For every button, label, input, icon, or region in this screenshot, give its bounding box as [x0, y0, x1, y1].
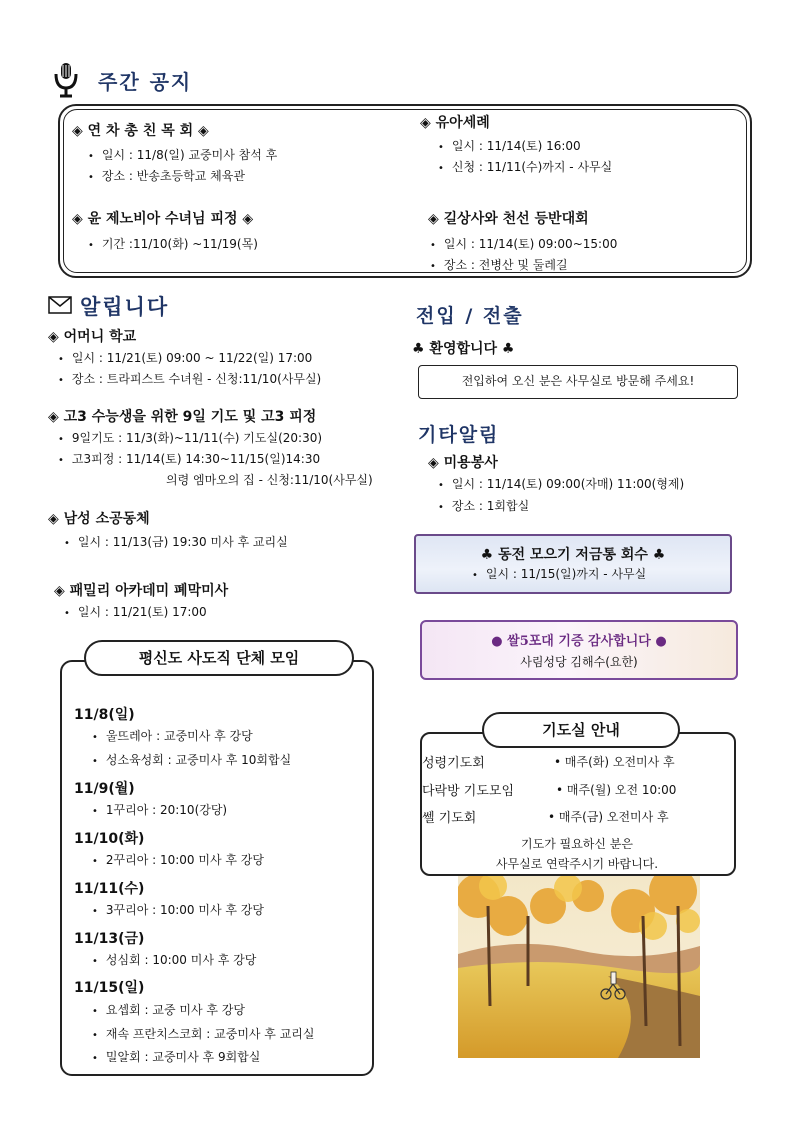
notice-right-1-title: ◈ 유아세례	[420, 115, 490, 131]
notice-right-1-item: • 신청 : 11/11(수)까지 - 사무실	[438, 157, 612, 179]
announce-3-item: • 일시 : 11/13(금) 19:30 미사 후 교리실	[64, 532, 288, 554]
notice-right-1-item: • 일시 : 11/14(토) 16:00	[438, 136, 581, 158]
other-item: • 일시 : 11/14(토) 09:00(자매) 11:00(형제)	[438, 474, 684, 496]
announce-2-extra: 의령 엠마오의 집 - 신청:11/10(사무실)	[166, 473, 373, 487]
prayer-row-name: 쎌 기도회	[422, 811, 477, 826]
group-date: 11/10(화)	[74, 831, 145, 847]
thanks-box-item: 사림성당 김해수(요한)	[520, 655, 638, 669]
prayer-room-note: 사무실로 연락주시기 바랍니다.	[495, 857, 659, 871]
group-date: 11/9(월)	[74, 781, 135, 797]
announce-1-title: ◈ 어머니 학교	[48, 329, 137, 345]
announce-4-item: • 일시 : 11/21(토) 17:00	[64, 602, 207, 624]
group-item: • 1꾸리아 : 20:10(강당)	[92, 800, 227, 822]
group-date: 11/13(금)	[74, 931, 145, 947]
group-item: • 요셉회 : 교중 미사 후 강당	[92, 1000, 245, 1022]
group-item: • 밀알회 : 교중미사 후 9회합실	[92, 1047, 260, 1069]
coin-box-title: ♣ 동전 모으기 저금통 회수 ♣	[480, 547, 666, 563]
prayer-row-time: • 매주(금) 오전미사 후	[548, 810, 669, 824]
prayer-room-note: 기도가 필요하신 분은	[521, 837, 633, 851]
prayer-row-name: 성령기도회	[422, 756, 485, 771]
groups-title: 평신도 사도직 단체 모임	[84, 640, 354, 676]
prayer-row-name: 다락방 기도모임	[422, 784, 515, 799]
envelope-icon	[48, 296, 72, 314]
weekly-notice-title: 주간 공지	[98, 70, 193, 94]
announce-2-item: • 9일기도 : 11/3(화)~11/11(수) 기도실(20:30)	[58, 428, 322, 450]
notice-left-2-title: ◈ 윤 제노비아 수녀님 피정 ◈	[72, 211, 254, 227]
group-date: 11/15(일)	[74, 980, 145, 996]
thanks-box-title: ● 쌀5포대 기증 감사합니다 ●	[491, 634, 667, 649]
group-item: • 성심회 : 10:00 미사 후 강당	[92, 950, 256, 972]
prayer-room-title: 기도실 안내	[482, 712, 680, 748]
notice-left-1-item: • 일시 : 11/8(일) 교중미사 참석 후	[88, 145, 277, 167]
announce-4-title: ◈ 패밀리 아카데미 폐막미사	[54, 583, 229, 599]
notice-left-1-title: ◈ 연 차 총 친 목 회 ◈	[72, 123, 209, 139]
group-item: • 울뜨레아 : 교중미사 후 강당	[92, 726, 253, 748]
other-item: • 장소 : 1회합실	[438, 496, 529, 518]
announce-2-title: ◈ 고3 수능생을 위한 9일 기도 및 고3 피정	[48, 409, 317, 425]
notice-right-2-title: ◈ 길상사와 천선 등반대회	[428, 211, 589, 227]
autumn-landscape-illustration	[458, 876, 700, 1058]
group-item: • 성소육성회 : 교중미사 후 10회합실	[92, 750, 291, 772]
notice-left-1-item: • 장소 : 반송초등학교 체육관	[88, 166, 245, 188]
prayer-row-time: • 매주(화) 오전미사 후	[554, 755, 675, 769]
group-item: • 2꾸리아 : 10:00 미사 후 강당	[92, 850, 264, 872]
group-date: 11/8(일)	[74, 707, 135, 723]
announce-1-item: • 장소 : 트라피스트 수녀원 - 신청:11/10(사무실)	[58, 369, 321, 391]
announce-3-title: ◈ 남성 소공동체	[48, 511, 150, 527]
prayer-row-time: • 매주(월) 오전 10:00	[556, 783, 677, 797]
notice-right-2-item: • 일시 : 11/14(토) 09:00~15:00	[430, 234, 617, 256]
group-item: • 재속 프란치스코회 : 교중미사 후 교리실	[92, 1024, 315, 1046]
transfer-welcome: ♣ 환영합니다 ♣	[412, 341, 515, 357]
notice-left-2-item: • 기간 :11/10(화) ~11/19(목)	[88, 234, 258, 256]
notice-right-2-item: • 장소 : 전병산 및 둘레길	[430, 255, 568, 277]
announcements-title: 알립니다	[80, 294, 170, 319]
group-date: 11/11(수)	[74, 881, 145, 897]
group-item: • 3꾸리아 : 10:00 미사 후 강당	[92, 900, 264, 922]
microphone-icon	[52, 62, 80, 98]
announce-2-item: • 고3피정 : 11/14(토) 14:30~11/15(일)14:30	[58, 449, 320, 471]
transfer-box-text: 전입하여 오신 분은 사무실로 방문해 주세요!	[461, 374, 695, 388]
transfer-title: 전입 / 전출	[416, 305, 524, 327]
coin-box-item: • 일시 : 11/15(일)까지 - 사무실	[472, 564, 646, 586]
other-section-title: ◈ 미용봉사	[428, 455, 498, 471]
announce-1-item: • 일시 : 11/21(토) 09:00 ~ 11/22(일) 17:00	[58, 348, 312, 370]
other-title: 기타알림	[418, 424, 500, 446]
